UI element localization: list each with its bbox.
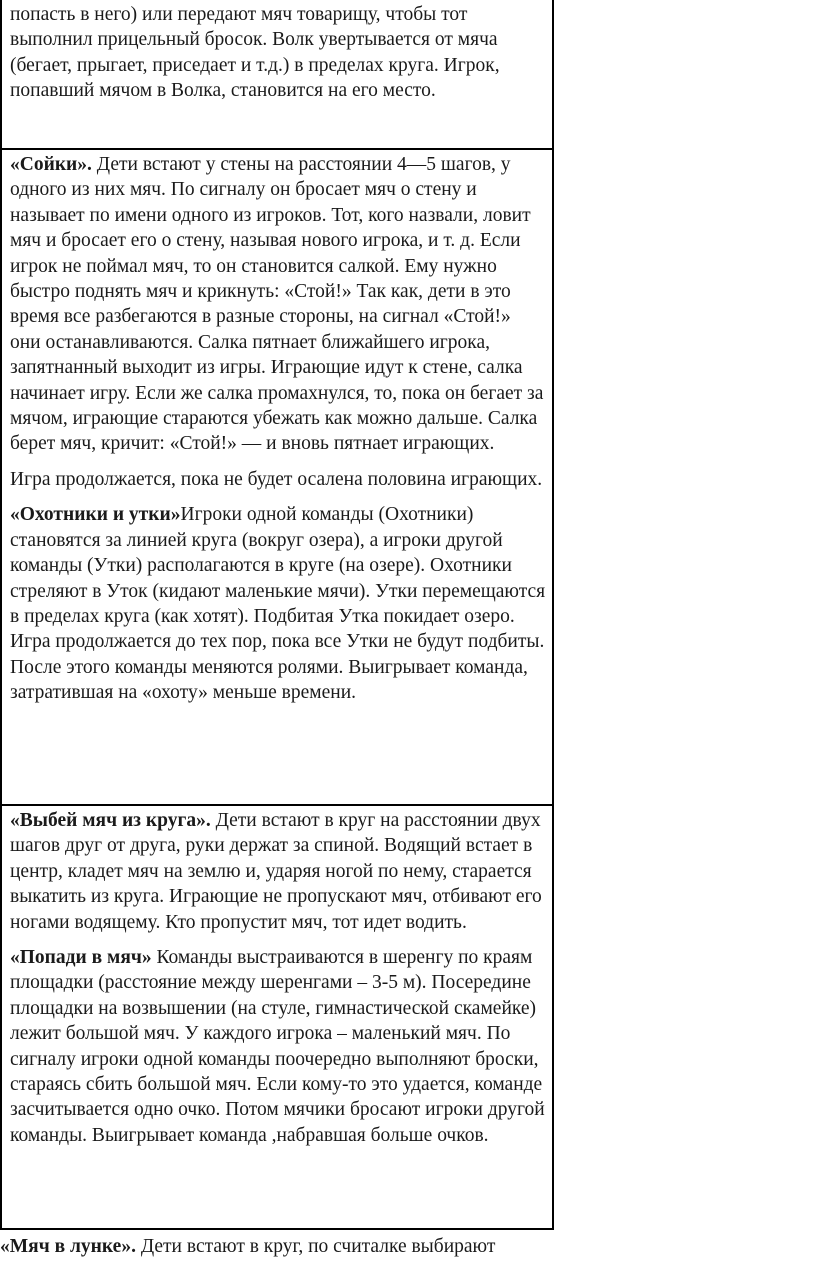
hit-ball-title: «Попади в мяч» (10, 947, 152, 969)
hunters-game-text: Игроки одной команды (Охотники) становятся за линией круга (вокруг озера), а игроки другой команды (Утки) располагаются в круге (на озере). Охотники стреляют в Уток (кидают маленькие мячи). Утки перемещаются в пределах круга (как хотят). Подбитая Утка покидает озеро. Игра продолжается до тех пор, пока все Утки не будут подбиты. После этого команды меняются ролями. Выигрывает команда, затратившая на «охоту» меньше времени. (10, 504, 546, 704)
knock-ball-text: Дети встают в круг на расстоянии двух шагов друг от друга, руки держат за спиной. Водящий встает в центр, кладет мяч на землю и, ударяя ногой по нему, старается выкатить из круга. Играющие не пропускают мяч, отбивают его ногами водящему. Кто пропустит мяч, тот идет водить. (10, 810, 542, 933)
hit-ball-paragraph (10, 945, 546, 1148)
hunters-game-title: «Охотники и утки» (10, 504, 181, 526)
hunters-game-paragraph (10, 502, 546, 705)
ball-in-hole-title: «Мяч в лунке». (0, 1236, 136, 1257)
hit-ball-text: Команды выстраиваются в шеренгу по краям площадки (расстояние между шеренгами – 3-5 м). Посередине площадки на возвышении (на стуле, гимнастической скамейке) лежит большой мяч. У каждого игрока – маленький мяч. По сигналу игроки одной команды поочередно выполняют броски, стараясь сбить большой мяч. Если кому-то это удается, команде засчитывается одно очко. Потом мячики бросают игроки другой команды. Выигрывает команда ,набравшая больше очков. (10, 947, 545, 1146)
wolf-game-text: попасть в него) или передают мяч товарищу, чтобы тот выполнил прицельный бросок. Волк увертывается от мяча (бегает, прыгает, приседает и т.д.) в пределах круга. Игрок, попавший мячом в Волка, становится на его место. (10, 4, 500, 102)
ball-in-hole-paragraph (0, 1234, 816, 1259)
table-cell-wolf-game (2, 0, 552, 150)
jays-game-paragraph (10, 152, 546, 457)
jays-game-continuation: Игра продолжается, пока не будет осалена половина играющих. (10, 468, 543, 490)
jays-game-text: Дети встают у стены на расстоянии 4—5 шагов, у одного из них мяч. По сигналу он бросает мяч о стену и называет по имени одного из игроков. Тот, кого назвали, ловит мяч и бросает его о стену, называя нового игрока, и т. д. Если игрок не поймал мяч, то он становится салкой. Ему нужно быстро поднять мяч и крикнуть: «Стой!» Так как, дети в это время все разбегаются в разные стороны, на сигнал «Стой!» они останавливаются. Салка пятнает ближайшего игрока, запятнанный выходит из игры. Играющие идут к стене, салка начинает игру. Если же салка промахнулся, то, пока он бегает за мячом, играющие стараются убежать как можно дальше. Салка берет мяч, кричит: «Стой!» — и вновь пятнает играющих. (10, 154, 544, 455)
table-cell-knock-hit (2, 806, 552, 1230)
table-cell-jays-hunters (2, 150, 552, 806)
jays-game-title: «Сойки». (10, 154, 92, 175)
knock-ball-title: «Выбей мяч из круга». (10, 810, 211, 831)
knock-ball-paragraph (10, 808, 546, 935)
ball-in-hole-text: Дети встают в круг, по считалке выбирают (135, 1236, 496, 1257)
